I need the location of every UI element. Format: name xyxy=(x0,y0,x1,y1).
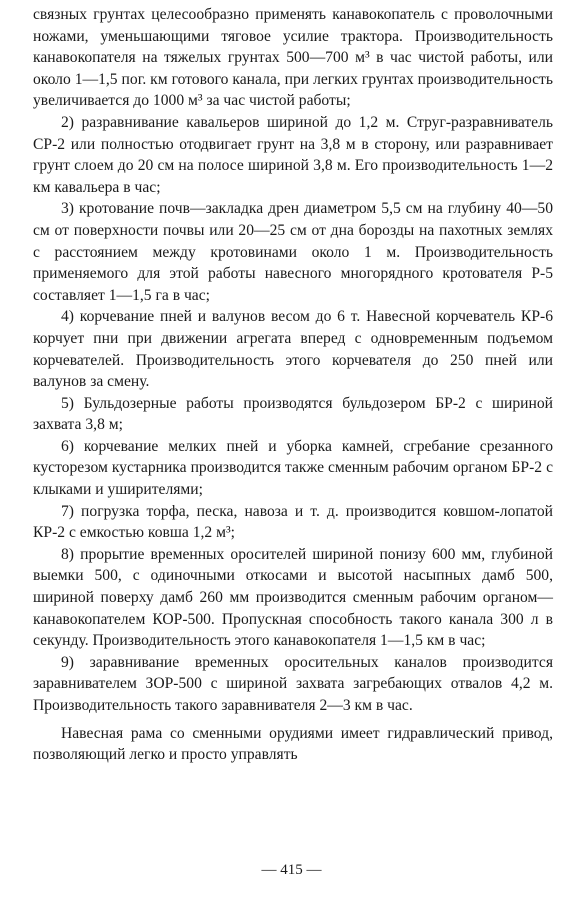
paragraph-continuation: связных грунтах целесообразно применять канавокопатель с проволочными ножами, уменьшающими тяговое усилие трактора. Производительность канавокопателя на тяжелых грунтах 500—700 м³ в час чистой работы, или около 1—1,5 пог. км готового канала, при легких грунтах производительность увеличивается до 1000 м³ за час чистой работы; xyxy=(33,6,553,110)
paragraph-item-7: 7) погрузка торфа, песка, навоза и т. д. производится ковшом-лопатой КР-2 с емкостью ковша 1,2 м³; xyxy=(33,502,553,542)
paragraph-item-6: 6) корчевание мелких пней и уборка камней, сгребание срезанного кусторезом кустарника производится также сменным рабочим органом БР-2 с клыками и уширителями; xyxy=(33,437,553,499)
paragraph-item-2: 2) разравнивание кавальеров шириной до 1,2 м. Струг-разравниватель СР-2 или полностью отодвигает грунт на 3,8 м в сторону, или разравнивает грунт слоем до 20 см на полосе шириной 3,8 м. Его производительность 1—2 км кавальера в час; xyxy=(33,113,553,196)
paragraph-item-5: 5) Бульдозерные работы производятся бульдозером БР-2 с шириной захвата 3,8 м; xyxy=(33,394,553,434)
paragraph-item-3: 3) кротование почв—закладка дрен диаметром 5,5 см на глубину 40—50 см от поверхности почвы или 20—25 см от дна борозды на пахотных землях с расстоянием между кротовинами около 1 м. Производительность применяемого для этой работы навесного многорядного кротователя Р-5 составляет 1—1,5 га в час; xyxy=(33,200,553,304)
book-page-text xyxy=(33,4,553,766)
paragraph-closing: Навесная рама со сменными орудиями имеет гидравлический привод, позволяющий легко и просто управлять xyxy=(33,724,553,764)
paragraph-item-8: 8) прорытие временных оросителей шириной понизу 600 мм, глубиной выемки 500, с одиночными откосами и высотой насыпных дамб 500, шириной поверху дамб 260 мм производится сменным рабочим органом—канавокопателем КОР-500. Пропускная способность такого канала 300 л в секунду. Производительность этого канавокопателя 1—1,5 км в час; xyxy=(33,545,553,650)
paragraph-item-4: 4) корчевание пней и валунов весом до 6 т. Навесной корчеватель КР-6 корчует пни при движении агрегата вперед с одновременным подъемом корчевателей. Производительность этого корчевателя до 250 пней или валунов за смену. xyxy=(33,308,553,391)
page-number: — 415 — xyxy=(261,862,322,878)
paragraph-item-9: 9) заравнивание временных оросительных каналов производится заравнивателем ЗОР-500 с шириной захвата загребающих отвалов 4,2 м. Производительность такого заравнивателя 2—3 км в час. xyxy=(33,653,553,714)
